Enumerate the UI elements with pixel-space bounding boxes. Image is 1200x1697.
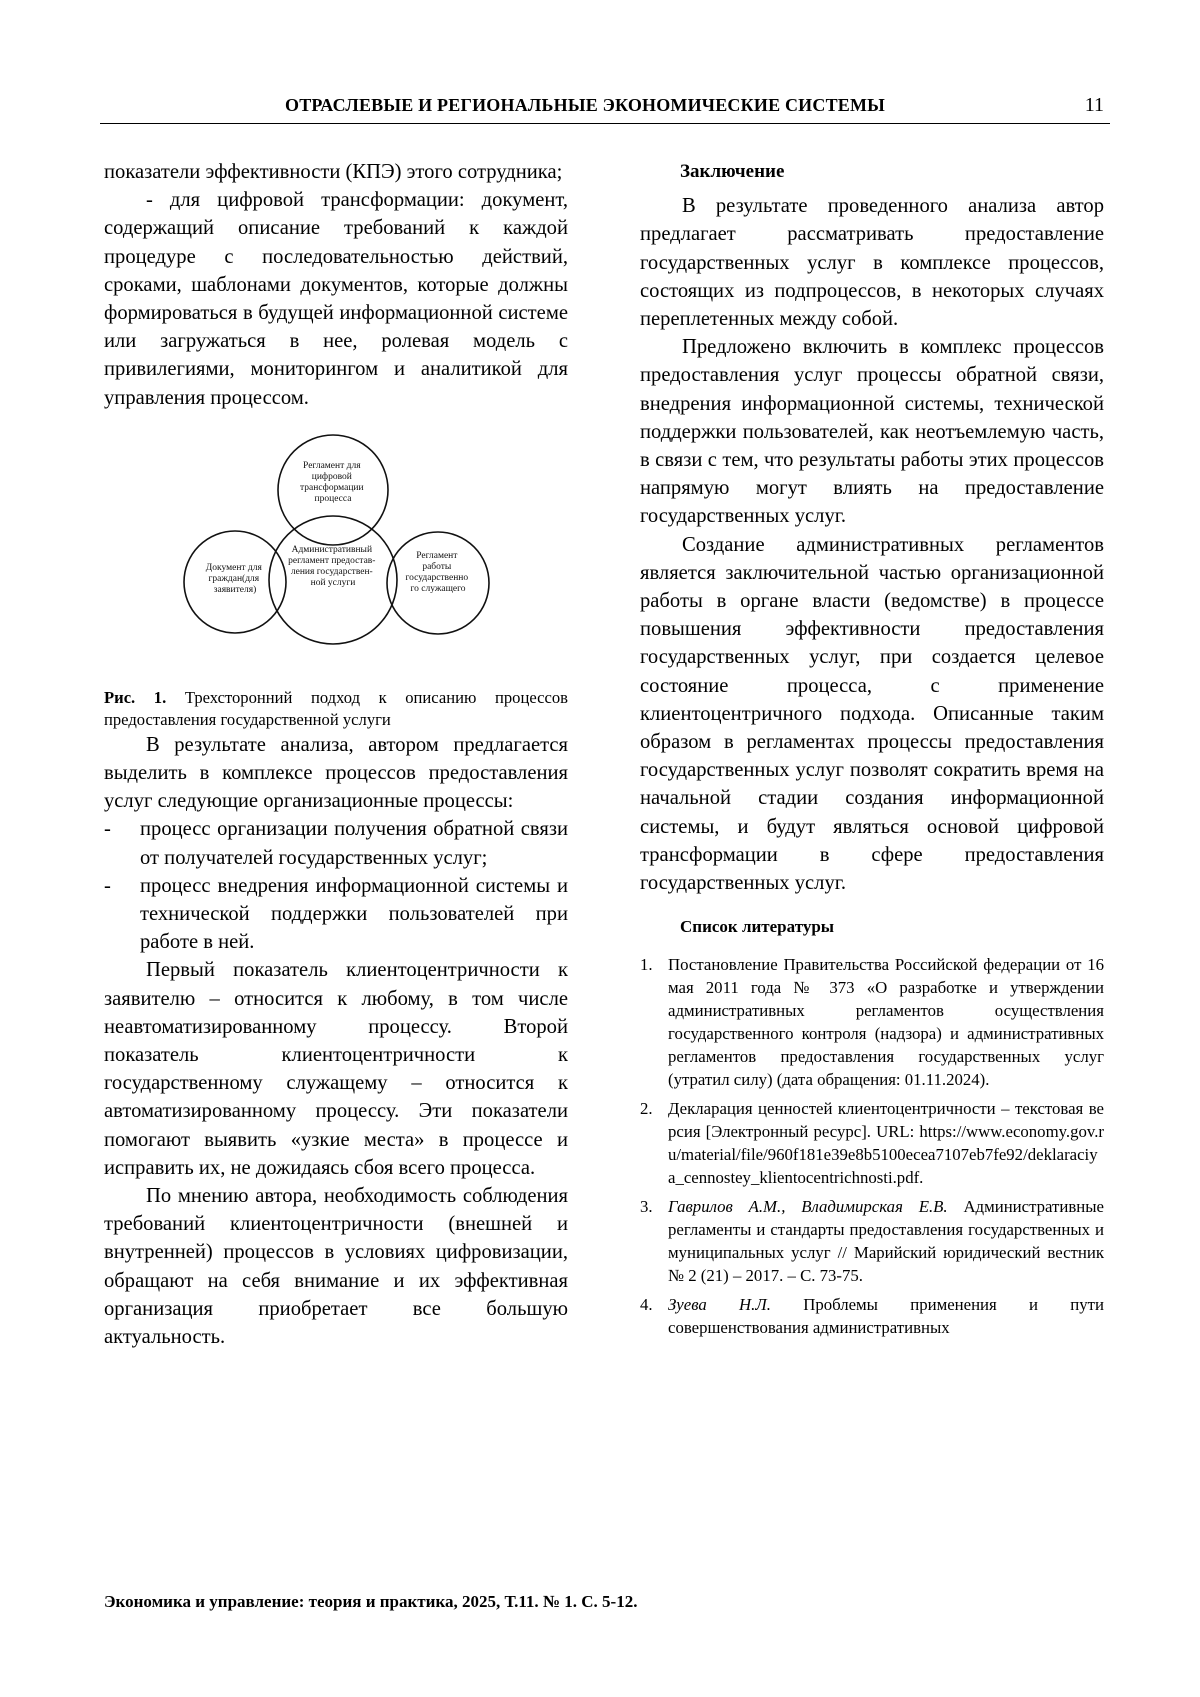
reference-text: Декларация ценностей клиентоцентричности – текстовая версия [Электронный ресурс]. URL: https://www.economy.gov.ru/material/file/960f181e39e8b5100ecea7107eb7fe92/deklaraciya_cennostey_klientocentrichnosti.pdf. (668, 1099, 1104, 1188)
references-list (640, 953, 1104, 1339)
page-number: 11 (1084, 94, 1104, 116)
right-paragraph-3: Создание административных регламентов является заключительной частью организационной работы в органе власти (ведомстве) в процессе повышения эффективности предоставления государственных услуг, при создается целевое состояние процесса, с применение клиентоцентричного подхода. Описанные таким образом в регламентах процессы предоставления государственных услуг позволят сократить время на начальной стадии создания информационной системы, и будут являться основой цифровой трансформации в сфере предоставления государственных услуг. (640, 533, 1104, 895)
label-center: Административный регламент предостав- ления государствен- ной услуги (288, 544, 376, 588)
reference-text: Постановление Правительства Российской федерации от 16 мая 2011 года № 373 «О разработке и утверждении административных регламентов осуществления государственного контроля (надзора) и административных регламентов предоставления государственных услуг (утратил силу) (дата обращения: 01.11.2024). (668, 955, 1104, 1090)
caption-label: Рис. 1. (104, 687, 167, 707)
reference-number: 1. (640, 955, 653, 975)
left-paragraph-3: В результате анализа, автором предлагается выделить в комплексе процессов предоставления услуг следующие организационные процессы: (104, 733, 568, 813)
journal-citation: Экономика и управление: теория и практика, 2025, Т.11. № 1. С. 5-12. (104, 1592, 638, 1611)
reference-item (640, 1195, 1104, 1287)
left-paragraph-5: По мнению автора, необходимость соблюдения требований клиентоцентричности (внешней и внутренней) процессов в условиях цифровизации, обращают на себя внимание и их эффективная организация приобретает все большую актуальность. (104, 1185, 568, 1349)
reference-number: 4. (640, 1295, 653, 1315)
reference-body (668, 1195, 1104, 1287)
right-column (640, 158, 1104, 1345)
running-title: ОТРАСЛЕВЫЕ И РЕГИОНАЛЬНЫЕ ЭКОНОМИЧЕСКИЕ СИСТЕМЫ (285, 95, 886, 115)
list-dash: - (104, 818, 111, 841)
label-top: Регламент для цифровой трансформации процесса (300, 460, 364, 504)
reference-item (640, 953, 1104, 1091)
reference-item (640, 1293, 1104, 1339)
left-paragraph-2: - для цифровой трансформации: документ, содержащий описание требований к каждой процедуре с последовательностью действий, сроками, шаблонами документов, которые должны формироваться в будущей информационной системе или загружаться в нее, ролевая модель с привилегиями, мониторингом и аналитикой для управления процессом. (104, 189, 568, 409)
reference-author: Зуева Н.Л. (668, 1295, 771, 1315)
list-item-text: процесс внедрения информационной системы и технической поддержки пользователей при работе в ней. (140, 874, 568, 954)
reference-item (640, 1097, 1104, 1189)
reference-text: Административные регламенты и стандарты предоставления государственных и муниципальных услуг // Марийский юридический вестник № 2 (21) – 2017. – С. 73-75. (668, 1197, 1104, 1286)
label-right: Регламент работы государственно го служащего (405, 550, 469, 594)
reference-text: Проблемы применения и пути совершенствования административных (668, 1295, 1104, 1338)
circle-right (387, 532, 489, 634)
venn-svg (104, 432, 568, 687)
right-paragraph-2: Предложено включить в комплекс процессов предоставления услуг процессы обратной связи, внедрения информационной системы, технической поддержки пользователей, как неотъемлемую часть, в связи с тем, что результаты работы этих процессов напрямую могут влиять на предоставление государственных услуг. (640, 336, 1104, 528)
left-column (104, 158, 568, 1351)
reference-author: Гаврилов А.М., Владимирская Е.В. (668, 1197, 948, 1217)
figure-venn-diagram (104, 432, 568, 687)
list-item (104, 872, 568, 957)
reference-number: 2. (640, 1099, 653, 1119)
reference-body (668, 1293, 1104, 1339)
reference-number: 3. (640, 1197, 653, 1217)
left-paragraph-4: Первый показатель клиентоцентричности к заявителю – относится к любому, в том числе неавтоматизированному процессу. Второй показатель клиентоцентричности к государственному служащему – относится к автоматизированному процессу. Эти показатели помогают выявить «узкие места» в процессе и исправить их, не дожидаясь сбоя всего процесса. (104, 959, 568, 1179)
left-paragraph-1: показатели эффективности (КПЭ) этого сотрудника; (104, 161, 563, 183)
list-dash: - (104, 874, 111, 897)
conclusion-heading: Заключение (680, 161, 785, 182)
figure-caption (104, 687, 568, 731)
references-heading: Список литературы (680, 917, 835, 937)
list-item (104, 815, 568, 871)
caption-text: Трехсторонний подход к описанию процессов предоставления государственной услуги (104, 687, 568, 729)
list-item-text: процесс организации получения обратной связи от получателей государственных услуг; (140, 818, 568, 869)
right-paragraph-1: В результате проведенного анализа автор предлагает рассматривать предоставление государственных услуг в комплексе процессов, состоящих из подпроцессов, в некоторых случаях переплетенных между собой. (640, 195, 1104, 331)
label-left: Документ для граждан(для заявителя) (205, 562, 262, 595)
page-header (100, 93, 1110, 124)
